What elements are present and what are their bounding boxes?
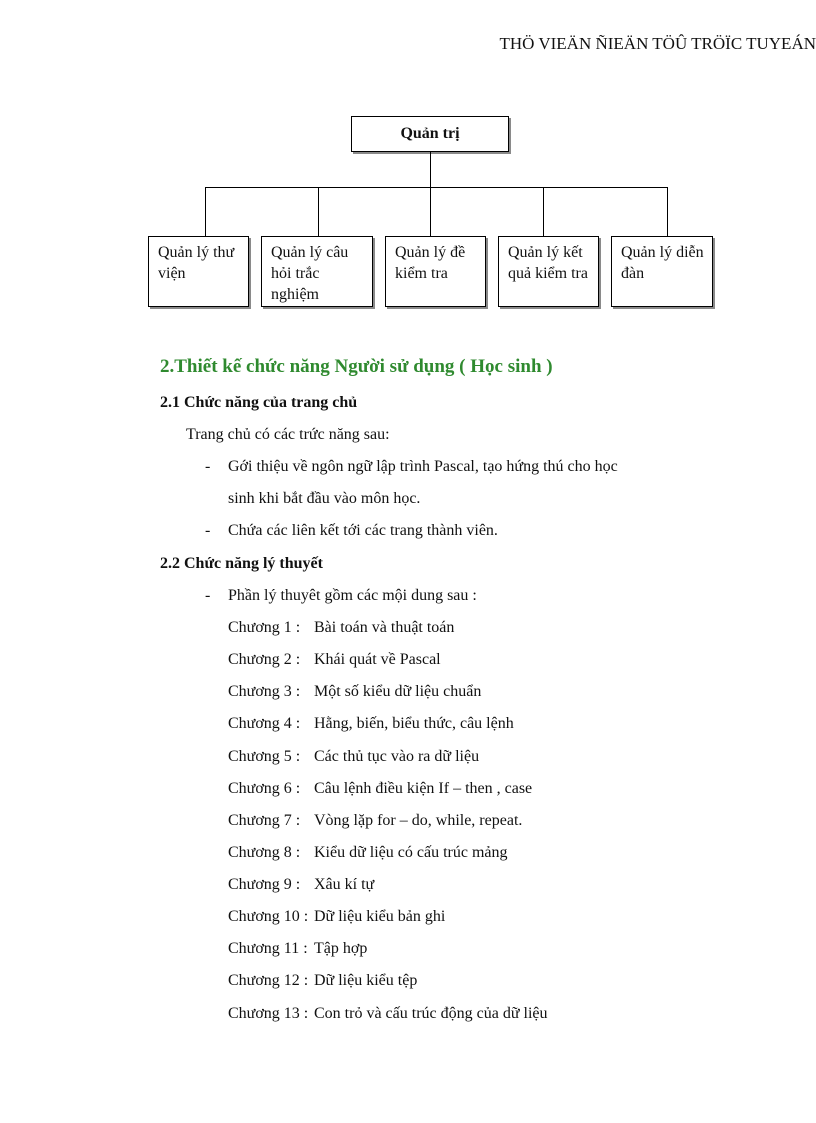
- connector-drop-5: [667, 187, 668, 236]
- chapter-text: Tập hợp: [314, 940, 368, 957]
- chapter-item: [228, 619, 454, 637]
- chart-box-results: Quản lý kết quả kiểm tra: [498, 236, 599, 307]
- chapter-text: Dữ liệu kiểu bản ghi: [314, 908, 446, 925]
- chapter-text: Vòng lặp for – do, while, repeat.: [314, 812, 523, 829]
- chapter-label: Chương 8 :: [228, 844, 301, 861]
- chapter-item: [228, 780, 532, 798]
- chapter-item: [228, 812, 522, 830]
- chapter-text: Các thủ tục vào ra dữ liệu: [314, 748, 480, 765]
- chapter-text: Bài toán và thuật toán: [314, 619, 455, 636]
- connector-horizontal: [205, 187, 667, 188]
- chapter-label: Chương 4 :: [228, 715, 301, 732]
- chapter-item: [228, 844, 508, 862]
- connector-root-vertical: [430, 152, 431, 236]
- section-title: 2.Thiết kế chức năng Người sử dụng ( Học sinh ): [160, 356, 553, 377]
- page-header: THÖ VIEÄN ÑIEÄN TÖÛ TRÖÏC TUYEÁN: [499, 34, 816, 53]
- chapter-label: Chương 1 :: [228, 619, 301, 636]
- chapter-text: Xâu kí tự: [314, 876, 375, 893]
- connector-drop-1: [205, 187, 206, 236]
- chapter-item: [228, 972, 417, 990]
- homepage-bullet-1-line-2: sinh khi bắt đầu vào môn học.: [228, 490, 421, 507]
- subsection-title-theory: 2.2 Chức năng lý thuyết: [160, 555, 323, 572]
- chapter-label: Chương 5 :: [228, 748, 301, 765]
- chapter-label: Chương 6 :: [228, 780, 301, 797]
- chapter-label: Chương 7 :: [228, 812, 301, 829]
- chapter-item: [228, 748, 479, 766]
- chapter-label: Chương 3 :: [228, 683, 301, 700]
- bullet-marker: -: [205, 587, 211, 604]
- chapter-item: [228, 651, 441, 669]
- chapter-item: [228, 715, 514, 733]
- connector-drop-2: [318, 187, 319, 236]
- bullet-marker: -: [205, 458, 211, 475]
- chapter-text: Câu lệnh điều kiện If – then , case: [314, 780, 533, 797]
- chapter-text: Hằng, biến, biểu thức, câu lệnh: [314, 715, 514, 732]
- chapter-label: Chương 2 :: [228, 651, 301, 668]
- chapter-label: Chương 11 :: [228, 940, 308, 957]
- chapter-item: [228, 940, 367, 958]
- chart-box-questions: Quản lý câu hỏi trắc nghiệm: [261, 236, 373, 307]
- chapter-label: Chương 9 :: [228, 876, 301, 893]
- chapter-item: [228, 683, 481, 701]
- chapter-item: [228, 876, 374, 894]
- chart-box-tests: Quản lý đề kiểm tra: [385, 236, 486, 307]
- chapter-text: Khái quát về Pascal: [314, 651, 441, 668]
- connector-drop-4: [543, 187, 544, 236]
- bullet-marker: -: [205, 522, 211, 539]
- chart-box-library: Quản lý thư viện: [148, 236, 249, 307]
- chapter-text: Một số kiểu dữ liệu chuẩn: [314, 683, 482, 700]
- homepage-bullet-2: Chứa các liên kết tới các trang thành viên.: [228, 522, 498, 539]
- subsection-title-homepage: 2.1 Chức năng của trang chủ: [160, 394, 358, 411]
- chapter-label: Chương 10 :: [228, 908, 309, 925]
- chapter-label: Chương 12 :: [228, 972, 309, 989]
- chapter-item: [228, 1005, 548, 1023]
- chapter-text: Kiểu dữ liệu có cấu trúc mảng: [314, 844, 508, 861]
- chart-root-box: Quản trị: [351, 116, 509, 152]
- chapter-text: Con trỏ và cấu trúc động của dữ liệu: [314, 1005, 548, 1022]
- homepage-intro: Trang chủ có các trức năng sau:: [186, 426, 390, 443]
- chapter-text: Dữ liệu kiểu tệp: [314, 972, 418, 989]
- homepage-bullet-1-line-1: Gới thiệu về ngôn ngữ lập trình Pascal, tạo hứng thú cho học: [228, 458, 618, 475]
- chapter-label: Chương 13 :: [228, 1005, 309, 1022]
- chapter-item: [228, 908, 445, 926]
- chart-box-forum: Quản lý diễn đàn: [611, 236, 713, 307]
- theory-intro: Phần lý thuyêt gồm các mội dung sau :: [228, 587, 477, 604]
- org-chart: [0, 0, 816, 320]
